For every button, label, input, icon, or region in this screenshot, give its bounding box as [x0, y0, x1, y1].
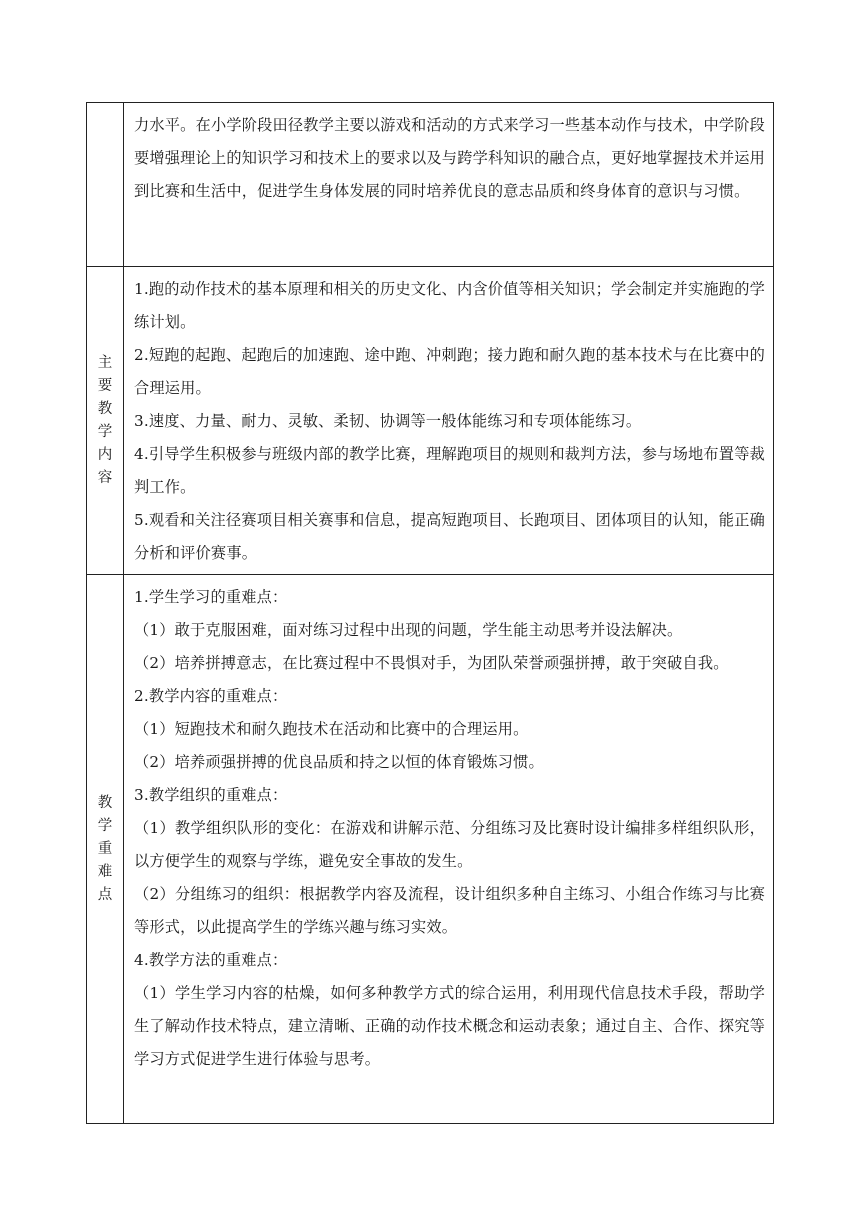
paragraph: 4.教学方法的重难点：: [134, 951, 288, 969]
row-content-cell: [124, 575, 774, 1124]
paragraph: 5.观看和关注径赛项目相关赛事和信息，提高短跑项目、长跑项目、团体项目的认知，能正确分析和评价赛事。: [134, 511, 765, 562]
paragraph: 2.短跑的起跑、起跑后的加速跑、途中跑、冲刺跑；接力跑和耐久跑的基本技术与在比赛中的合理运用。: [134, 346, 765, 397]
row-label-cell: [87, 575, 124, 1124]
paragraph: 3.速度、力量、耐力、灵敏、柔韧、协调等一般体能练习和专项体能练习。: [134, 412, 642, 430]
table-row: [87, 267, 774, 575]
row-content-cell: [124, 267, 774, 575]
table-row: [87, 575, 774, 1124]
paragraph: 2.教学内容的重难点：: [134, 687, 288, 705]
row-label: 教学重难点: [97, 794, 113, 903]
paragraph: （1）学生学习内容的枯燥，如何多种教学方式的综合运用，利用现代信息技术手段，帮助学生了解动作技术特点，建立清晰、正确的动作技术概念和运动表象；通过自主、合作、探究等学习方式促进学生进行体验与思考。: [134, 984, 765, 1068]
row-content-cell: [124, 103, 774, 267]
paragraph: （1）短跑技术和耐久跑技术在活动和比赛中的合理运用。: [134, 720, 529, 738]
paragraph: 3.教学组织的重难点：: [134, 786, 288, 804]
paragraph: 1.学生学习的重难点：: [134, 588, 288, 606]
paragraph: （2）培养顽强拼搏的优良品质和持之以恒的体育锻炼习惯。: [134, 753, 544, 771]
paragraph: （1）教学组织队形的变化：在游戏和讲解示范、分组练习及比赛时设计编排多样组织队形，以方便学生的观察与学练，避免安全事故的发生。: [134, 819, 765, 870]
lesson-plan-table: [86, 102, 774, 1124]
row-label-cell: [87, 267, 124, 575]
paragraph: 力水平。在小学阶段田径教学主要以游戏和活动的方式来学习一些基本动作与技术，中学阶段要增强理论上的知识学习和技术上的要求以及与跨学科知识的融合点，更好地掌握技术并运用到比赛和生活中，促进学生身体发展的同时培养优良的意志品质和终身体育的意识与习惯。: [134, 116, 765, 200]
row-label: 主要教学内容: [97, 354, 113, 486]
paragraph: 4.引导学生积极参与班级内部的教学比赛，理解跑项目的规则和裁判方法，参与场地布置等裁判工作。: [134, 445, 765, 496]
paragraph: 1.跑的动作技术的基本原理和相关的历史文化、内含价值等相关知识；学会制定并实施跑的学练计划。: [134, 280, 765, 331]
paragraph: （2）培养拼搏意志，在比赛过程中不畏惧对手，为团队荣誉顽强拼搏，敢于突破自我。: [134, 654, 729, 672]
paragraph: （1）敢于克服困难，面对练习过程中出现的问题，学生能主动思考并设法解决。: [134, 621, 683, 639]
table-row: [87, 103, 774, 267]
paragraph: （2）分组练习的组织：根据教学内容及流程，设计组织多种自主练习、小组合作练习与比赛等形式，以此提高学生的学练兴趣与练习实效。: [134, 885, 765, 936]
row-label-cell: [87, 103, 124, 267]
